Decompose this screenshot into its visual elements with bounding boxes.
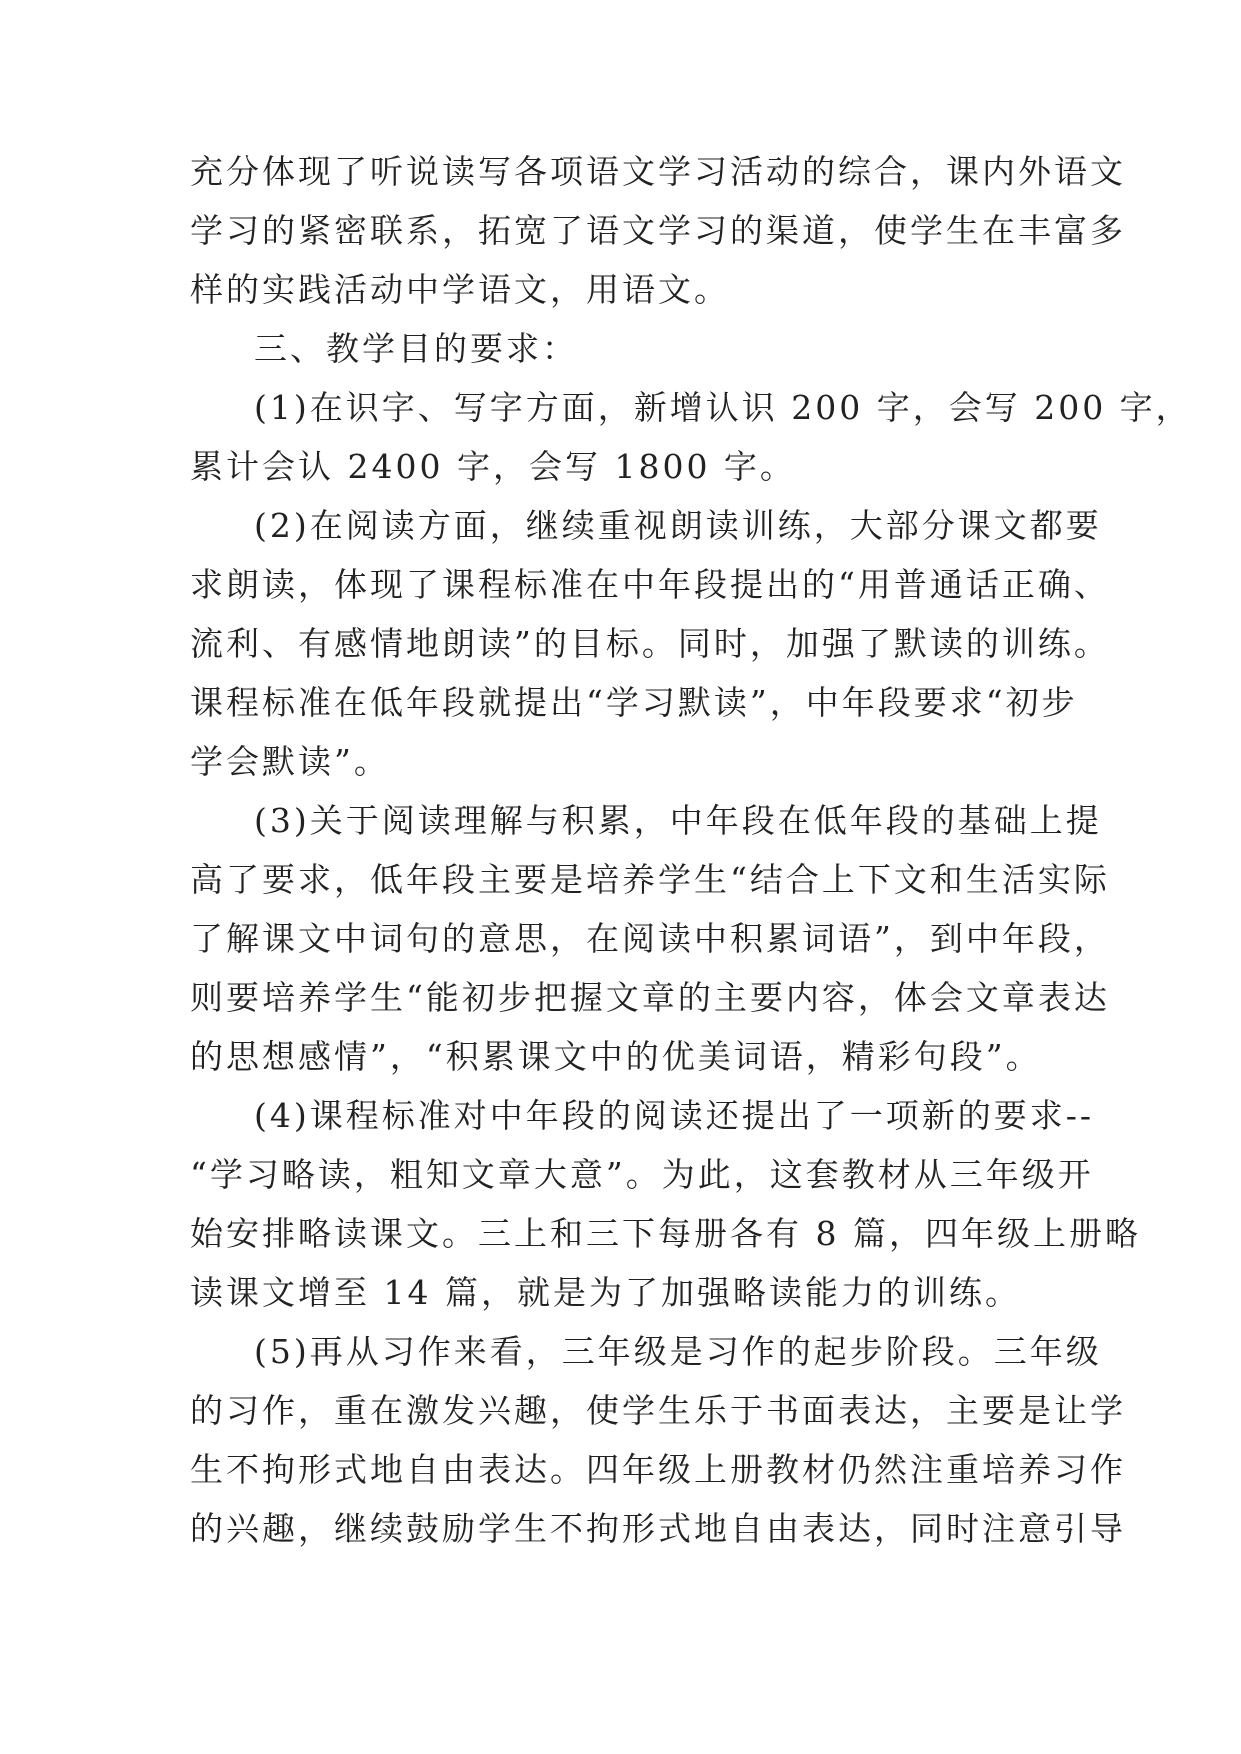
text-line: 学会默读”。	[190, 742, 390, 781]
text-line: “学习略读，粗知文章大意”。为此，这套教材从三年级开	[190, 1155, 1094, 1194]
text-line: 则要培养学生“能初步把握文章的主要内容，体会文章表达	[190, 978, 1110, 1017]
text-line: 生不拘形式地自由表达。四年级上册教材仍然注重培养习作	[190, 1450, 1126, 1489]
text-line: 高了要求，低年段主要是培养学生“结合上下文和生活实际	[190, 860, 1110, 899]
text-line: (4)课程标准对中年段的阅读还提出了一项新的要求--	[254, 1096, 1095, 1135]
text-line: 的兴趣，继续鼓励学生不拘形式地自由表达，同时注意引导	[190, 1509, 1126, 1548]
text-line: (2)在阅读方面，继续重视朗读训练，大部分课文都要	[254, 506, 1102, 545]
text-line: 流利、有感情地朗读”的目标。同时，加强了默读的训练。	[190, 624, 1110, 663]
text-line: 的习作，重在激发兴趣，使学生乐于书面表达，主要是让学	[190, 1391, 1126, 1430]
text-line: (5)再从习作来看，三年级是习作的起步阶段。三年级	[254, 1332, 1102, 1371]
text-line: 课程标准在低年段就提出“学习默读”，中年段要求“初步	[190, 683, 1078, 722]
text-line: 始安排略读课文。三上和三下每册各有 8 篇，四年级上册略	[190, 1214, 1141, 1253]
text-line: 求朗读，体现了课程标准在中年段提出的“用普通话正确、	[190, 565, 1110, 604]
text-line: 了解课文中词句的意思，在阅读中积累词语”，到中年段，	[190, 919, 1110, 958]
text-line: 读课文增至 14 篇，就是为了加强略读能力的训练。	[190, 1273, 1021, 1312]
text-line: 的思想感情”，“积累课文中的优美词语，精彩句段”。	[190, 1037, 1042, 1076]
text-line: (3)关于阅读理解与积累，中年段在低年段的基础上提	[254, 801, 1102, 840]
section-heading: 三、教学目的要求：	[254, 329, 578, 368]
text-line: 充分体现了听说读写各项语文学习活动的综合，课内外语文	[190, 152, 1126, 191]
text-line: 学习的紧密联系，拓宽了语文学习的渠道，使学生在丰富多	[190, 211, 1126, 250]
text-line: 样的实践活动中学语文，用语文。	[190, 270, 730, 309]
text-line: 累计会认 2400 字，会写 1800 字。	[190, 447, 796, 486]
text-line: (1)在识字、写字方面，新增认识 200 字，会写 200 字，	[254, 388, 1192, 427]
